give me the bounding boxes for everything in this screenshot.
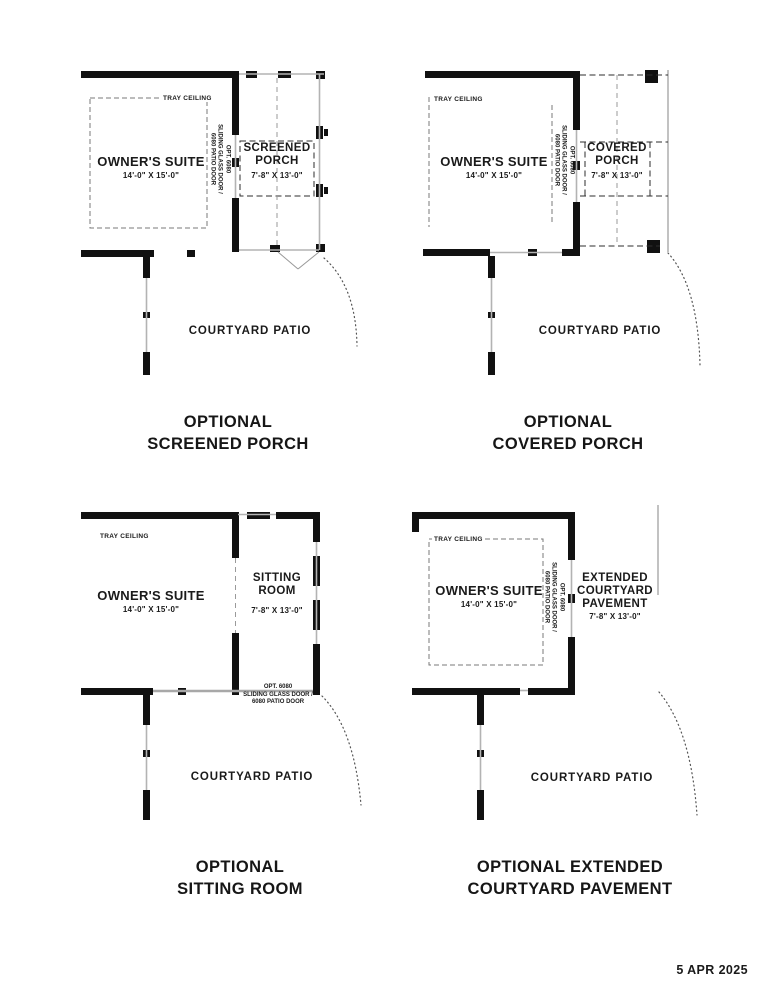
courtyard-patio-label: COURTYARD PATIO [188, 325, 312, 337]
door-spec-line1: SLIDING GLASS DOOR / [560, 125, 567, 195]
door-spec-line2: 6080 PATIO DOOR [553, 133, 560, 187]
porch-label [229, 142, 325, 168]
window-lines [147, 515, 317, 791]
screened-porch-linework [75, 62, 375, 395]
courtyard-patio-label: COURTYARD PATIO [530, 772, 654, 784]
door-spec-opt: OPT. 6080 [263, 684, 293, 690]
door-spec-line2: 6080 PATIO DOOR [251, 699, 305, 705]
tray-ceiling-label: TRAY CEILING [434, 96, 483, 103]
door-spec-opt: OPT. 6080 [568, 145, 575, 175]
porch-label-line2: PORCH [255, 155, 299, 167]
plan-panel-screened-porch [75, 62, 375, 395]
porch-label-line1: COVERED [587, 142, 647, 154]
owners-suite-label: OWNER'S SUITE [440, 154, 548, 169]
owners-suite-label: OWNER'S SUITE [97, 588, 205, 603]
sitting-room-line1: SITTING [252, 572, 302, 584]
tray-ceiling-label: TRAY CEILING [163, 95, 212, 102]
owners-suite-dims: 14'-0" X 15'-0" [465, 171, 523, 180]
extended-courtyard-line1: EXTENDED [582, 572, 648, 584]
caption-sitting-room [115, 857, 365, 900]
plan-panel-sitting-room [75, 500, 375, 845]
door-spec-label [208, 124, 231, 194]
caption-line1: OPTIONAL [183, 413, 273, 431]
courtyard-patio-label: COURTYARD PATIO [538, 325, 662, 337]
caption-extended-courtyard [445, 857, 695, 900]
caption-line2: SITTING ROOM [177, 879, 303, 898]
door-spec-line2: 6080 PATIO DOOR [209, 132, 216, 186]
caption-line2: SCREENED PORCH [147, 434, 309, 453]
door-swing-arc [668, 253, 700, 365]
sitting-room-line2: ROOM [258, 585, 296, 597]
door-spec-line1: SLIDING GLASS DOOR / [550, 562, 557, 632]
door-spec-label [542, 562, 565, 632]
porch-label-line2: PORCH [595, 155, 639, 167]
door-spec-line1: SLIDING GLASS DOOR / [243, 691, 313, 698]
tray-ceiling-label: TRAY CEILING [100, 533, 149, 540]
caption-line2: COURTYARD PAVEMENT [467, 879, 673, 898]
extended-courtyard-label [563, 572, 667, 611]
plan-panel-covered-porch [410, 62, 720, 395]
date-label: 5 APR 2025 [676, 963, 748, 977]
door-swing-arc [659, 692, 697, 815]
porch-dims: 7'-8" X 13'-0" [251, 171, 303, 180]
extended-courtyard-line2: COURTYARD [576, 585, 653, 597]
covered-porch-linework [410, 62, 720, 395]
sitting-room-label [227, 572, 327, 598]
extended-courtyard-dims: 7'-8" X 13'-0" [589, 612, 641, 621]
extended-courtyard-line3: PAVEMENT [582, 598, 648, 610]
porch-label [569, 142, 665, 168]
owners-suite-label: OWNER'S SUITE [97, 154, 205, 169]
caption-line2: COVERED PORCH [492, 434, 644, 453]
porch-dims: 7'-8" X 13'-0" [591, 171, 643, 180]
door-spec-line1: SLIDING GLASS DOOR / [216, 124, 223, 194]
sitting-room-linework [75, 500, 375, 845]
door-spec-line2: 6080 PATIO DOOR [543, 570, 550, 624]
tray-ceiling-label: TRAY CEILING [434, 536, 483, 543]
door-spec-label [228, 684, 328, 707]
plan-panel-extended-courtyard [410, 500, 722, 845]
courtyard-patio-label: COURTYARD PATIO [190, 771, 314, 783]
owners-suite-dims: 14'-0" X 15'-0" [460, 600, 518, 609]
caption-line1: OPTIONAL [195, 858, 285, 876]
caption-line1: OPTIONAL [523, 413, 613, 431]
sitting-room-dims: 7'-8" X 13'-0" [251, 606, 303, 615]
owners-suite-dims: 14'-0" X 15'-0" [122, 605, 180, 614]
extended-courtyard-linework [410, 500, 722, 845]
door-spec-opt: OPT. 6080 [224, 144, 231, 174]
door-spec-opt: OPT. 6080 [558, 582, 565, 612]
caption-screened-porch [103, 412, 353, 455]
porch-label-line1: SCREENED [243, 142, 311, 154]
door-swing-arc [322, 696, 361, 805]
owners-suite-label: OWNER'S SUITE [435, 583, 543, 598]
caption-covered-porch [443, 412, 693, 455]
owners-suite-dims: 14'-0" X 15'-0" [122, 171, 180, 180]
caption-line1: OPTIONAL EXTENDED [476, 858, 664, 876]
